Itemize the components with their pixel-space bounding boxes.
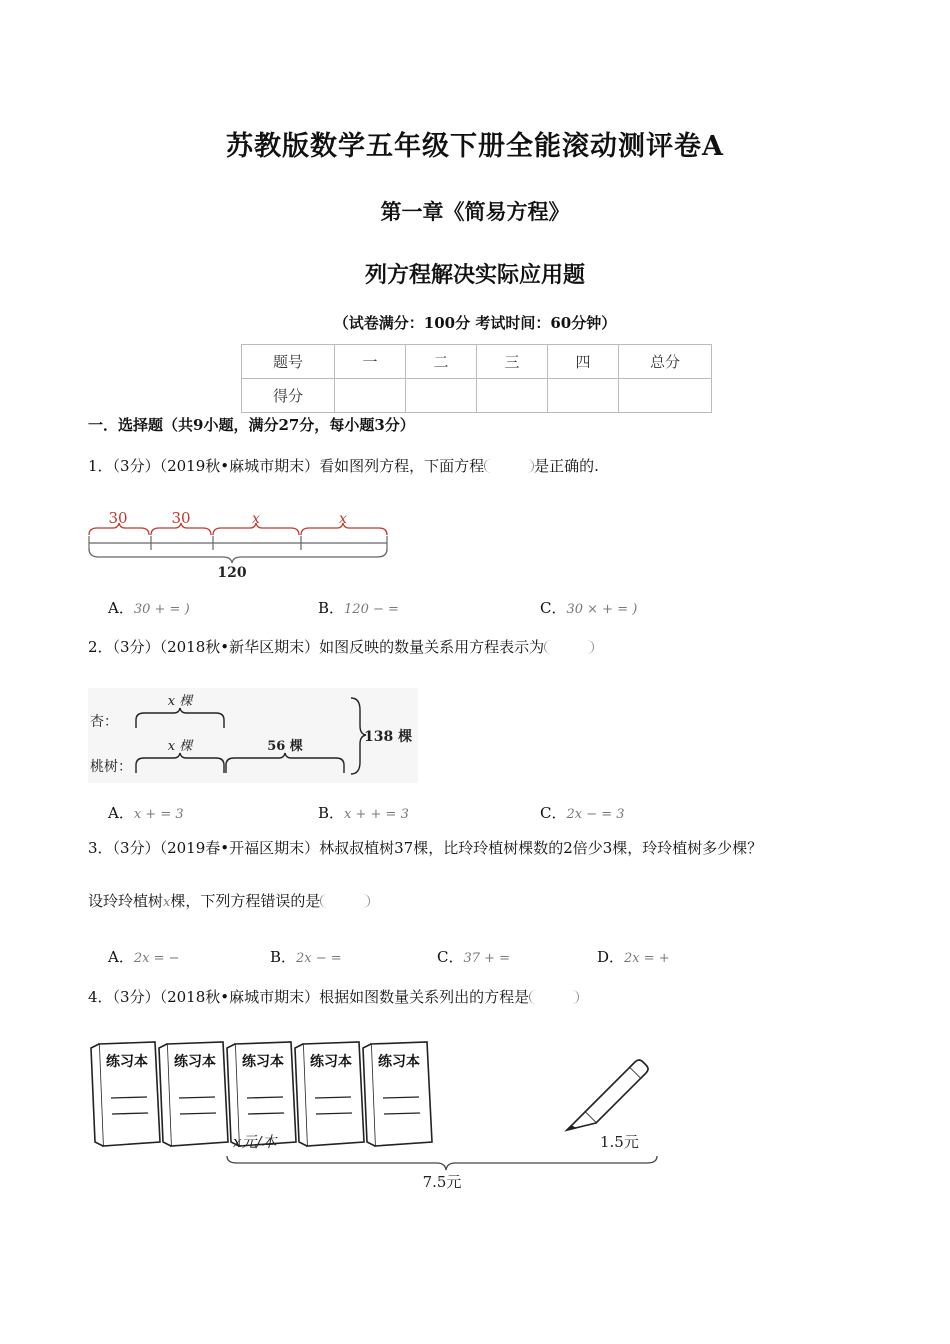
fig-label-x1: x 棵 [167, 694, 193, 709]
question-4-figure [85, 1030, 685, 1200]
question-3-option-a[interactable] [108, 946, 180, 967]
fig-label-30b: 30 [171, 509, 191, 527]
score-table-cell: 二 [406, 345, 477, 379]
fig-label-x2: x 棵 [167, 739, 193, 754]
option-equation: 2x = + [624, 951, 670, 966]
option-equation: 120 − = [344, 602, 399, 617]
question-2-figure [88, 688, 418, 783]
question-3-line2-part1: 设玲玲植树 [88, 892, 164, 910]
question-2-text [88, 636, 594, 657]
variable-x: x [163, 895, 171, 910]
exam-info: （试卷满分：100分 考试时间：60分钟） [333, 314, 617, 332]
option-label: B． [318, 599, 345, 617]
answer-blank[interactable] [529, 990, 579, 1004]
question-3-option-c[interactable] [437, 946, 510, 967]
score-input-cell[interactable] [406, 379, 477, 413]
section-heading: 一．选择题（共9小题，满分27分，每小题3分） [88, 416, 415, 434]
question-3-option-b[interactable] [270, 946, 342, 967]
notebook-label: 练习本 [174, 1054, 216, 1070]
answer-blank[interactable] [544, 640, 594, 654]
option-equation: 37 + = [463, 951, 511, 966]
score-table-cell: 题号 [242, 345, 335, 379]
fig-row-peach: 桃树： [90, 759, 132, 775]
notebook-label: 练习本 [106, 1054, 148, 1070]
fig-label-30a: 30 [108, 509, 128, 527]
question-1-figure [85, 505, 395, 585]
question-1-tail: 是正确的. [534, 457, 599, 475]
option-equation: 30 × + = ) [566, 602, 638, 617]
question-3-option-d[interactable] [597, 946, 670, 967]
option-label: D． [597, 948, 625, 966]
answer-blank[interactable] [484, 459, 534, 473]
fig-label-56: 56 棵 [267, 739, 303, 754]
score-table-score-row [242, 379, 712, 413]
fig-label-total: 7.5元 [422, 1173, 462, 1191]
question-3-text: 3．（3分）（2019春•开福区期末）林叔叔植树37棵，比玲玲植树棵数的2倍少3棵，玲玲植树多少棵？ [88, 839, 763, 857]
question-1-text [88, 455, 599, 476]
question-1-option-c[interactable] [540, 597, 637, 618]
fig-label-x2: x [339, 511, 347, 527]
fig-label-total: 120 [217, 565, 247, 581]
score-table-cell: 一 [335, 345, 406, 379]
score-input-cell[interactable] [619, 379, 712, 413]
option-label: C． [540, 804, 567, 822]
chapter-title: 第一章《简易方程》 [380, 199, 570, 224]
fig-label-x1: x [252, 511, 260, 527]
document-title: 苏教版数学五年级下册全能滚动测评卷A [226, 131, 724, 162]
score-table-cell: 三 [477, 345, 548, 379]
notebook-label: 练习本 [378, 1054, 420, 1070]
option-label: B． [318, 804, 345, 822]
question-1-option-b[interactable] [318, 597, 399, 618]
question-3-line2 [88, 890, 370, 911]
option-equation: 2x − = 3 [566, 807, 625, 822]
question-2-option-c[interactable] [540, 802, 625, 823]
notebook-label: 练习本 [310, 1054, 352, 1070]
question-1-stem: 1．（3分）（2019秋•麻城市期末）看如图列方程，下面方程 [88, 457, 485, 475]
fig-row-apricot: 杏： [90, 714, 118, 730]
option-equation: 2x − = [296, 951, 342, 966]
option-equation: x + = 3 [133, 807, 184, 822]
option-label: A． [108, 804, 134, 822]
option-label: A． [108, 948, 134, 966]
option-label: C． [540, 599, 567, 617]
question-2-option-b[interactable] [318, 802, 409, 823]
score-table-header-row [242, 345, 712, 379]
fig-label-total: 138 棵 [364, 729, 413, 745]
option-label: A． [108, 599, 134, 617]
score-table-cell: 得分 [242, 379, 335, 413]
fig-label-unit-price: x元/本 [233, 1133, 277, 1151]
question-4-stem: 4．（3分）（2018秋•麻城市期末）根据如图数量关系列出的方程是 [88, 988, 530, 1006]
question-1-option-a[interactable] [108, 597, 190, 618]
question-4-text [88, 986, 579, 1007]
score-table-cell: 四 [548, 345, 619, 379]
option-equation: 2x = − [133, 951, 180, 966]
topic-title: 列方程解决实际应用题 [364, 262, 585, 288]
score-table-cell: 总分 [619, 345, 712, 379]
option-label: B． [270, 948, 297, 966]
question-3-line2-part2: 棵，下列方程错误的是 [170, 892, 321, 910]
option-equation: 30 + = ) [133, 602, 190, 617]
answer-blank[interactable] [320, 894, 370, 908]
option-equation: x + + = 3 [344, 807, 409, 822]
fig-label-pencil-price: 1.5元 [600, 1133, 639, 1151]
score-table [241, 344, 712, 413]
pencil-icon [567, 1060, 648, 1130]
question-2-stem: 2．（3分）（2018秋•新华区期末）如图反映的数量关系用方程表示为 [88, 638, 545, 656]
score-input-cell[interactable] [477, 379, 548, 413]
score-input-cell[interactable] [548, 379, 619, 413]
option-label: C． [437, 948, 464, 966]
score-input-cell[interactable] [335, 379, 406, 413]
question-2-option-a[interactable] [108, 802, 184, 823]
notebook-label: 练习本 [242, 1054, 284, 1070]
